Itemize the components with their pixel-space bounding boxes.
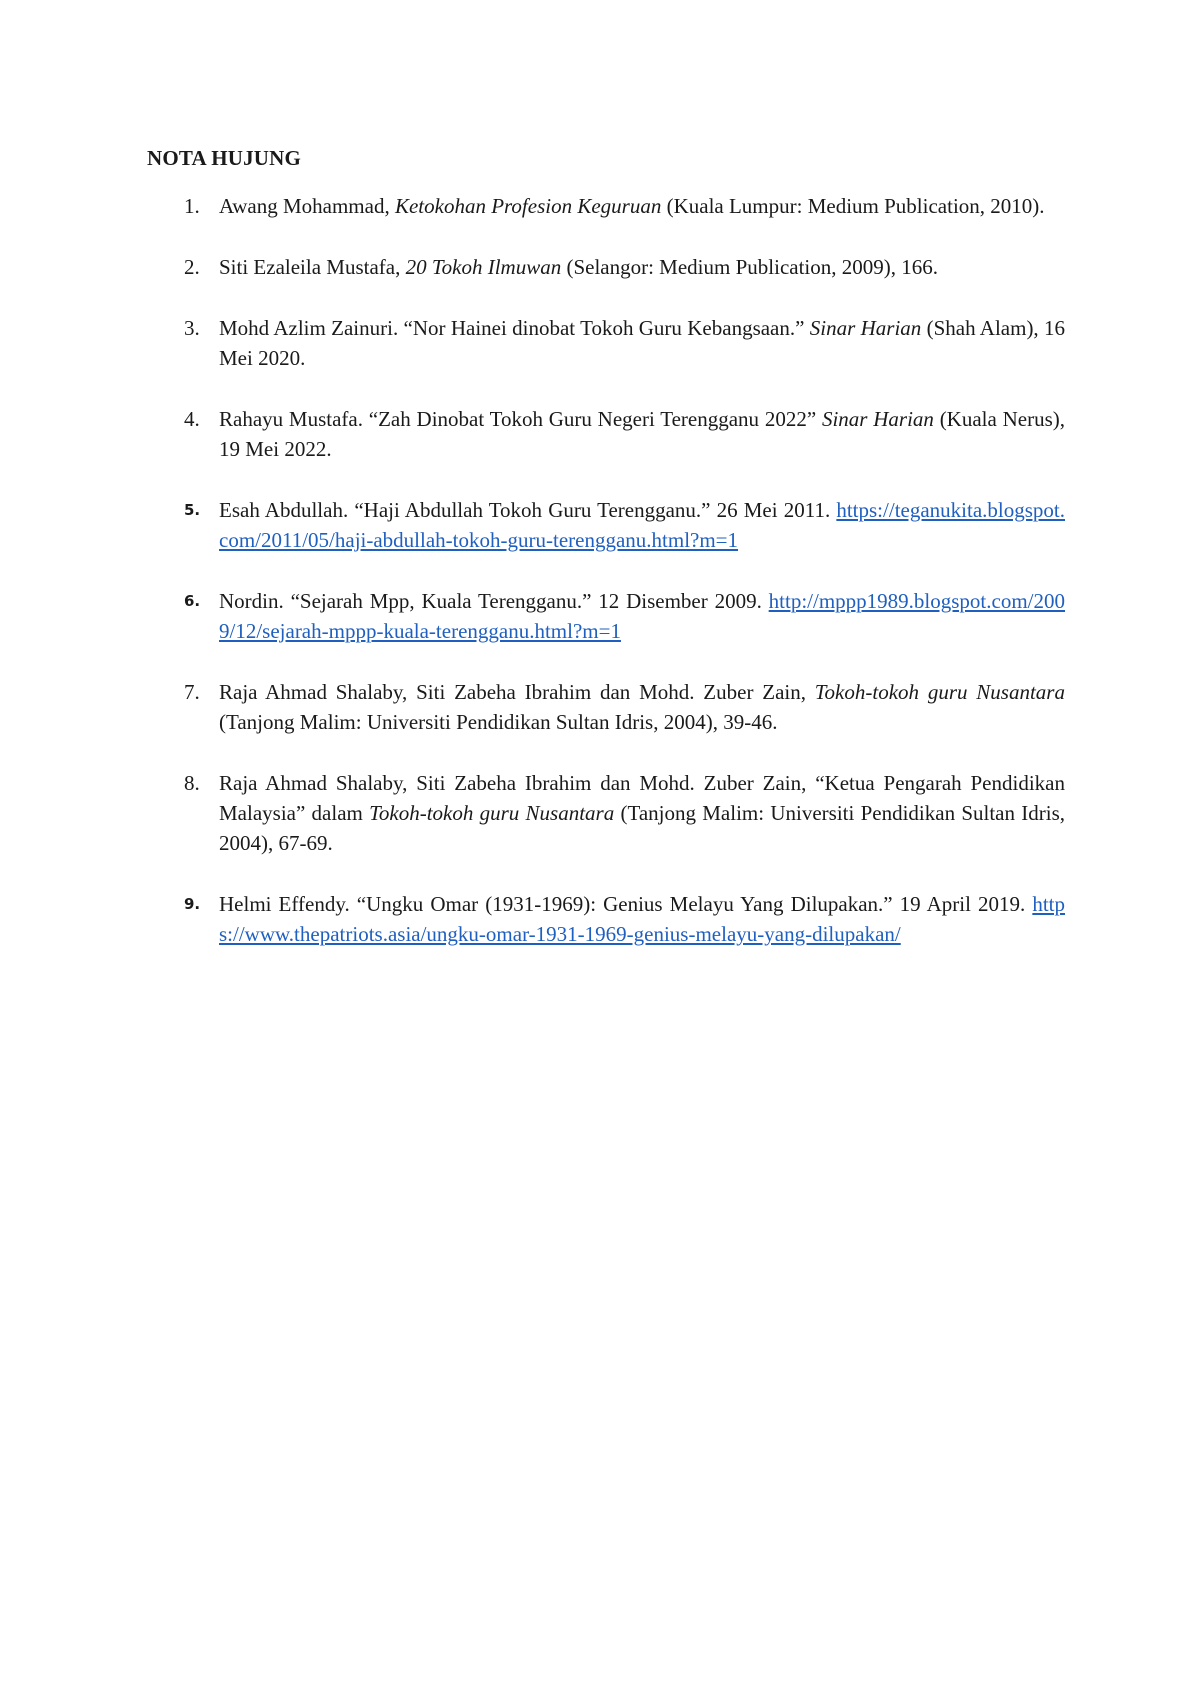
endnote-title: Tokoh-tokoh guru Nusantara xyxy=(814,680,1065,704)
endnote-text: Raja Ahmad Shalaby, Siti Zabeha Ibrahim dan Mohd. Zuber Zain, xyxy=(219,680,815,704)
endnote-number: 1. xyxy=(184,194,200,218)
endnote-text: Raja Ahmad Shalaby, Siti Zabeha Ibrahim dan Mohd. Zuber Zain, “Ketua Pengarah Pendidikan Malaysia” dalam xyxy=(219,771,1065,825)
endnote-text: Esah Abdullah. “Haji Abdullah Tokoh Guru Terengganu.” 26 Mei 2011. xyxy=(219,498,837,522)
endnote-text: (Shah Alam), 16 Mei 2020. xyxy=(219,316,1066,370)
endnote-4 xyxy=(147,404,1065,464)
endnote-title: Sinar Harian xyxy=(821,407,934,431)
endnote-text: (Tanjong Malim: Universiti Pendidikan Sultan Idris, 2004), 39-46. xyxy=(219,710,778,734)
endnote-text: (Tanjong Malim: Universiti Pendidikan Sultan Idris, 2004), 67-69. xyxy=(219,801,1065,855)
endnote-number: 6. xyxy=(184,592,201,610)
endnote-6 xyxy=(147,586,1065,646)
endnote-title: 20 Tokoh Ilmuwan xyxy=(405,255,562,279)
endnote-3 xyxy=(147,313,1065,373)
endnote-text: Helmi Effendy. “Ungku Omar (1931-1969): Genius Melayu Yang Dilupakan.” 19 April 2019. xyxy=(219,892,1033,916)
endnote-number: 2. xyxy=(184,255,200,279)
endnote-number: 3. xyxy=(184,316,200,340)
endnote-text: Siti Ezaleila Mustafa, xyxy=(219,255,406,279)
page-title: NOTA HUJUNG xyxy=(147,146,302,170)
endnote-number: 9. xyxy=(184,895,201,913)
endnote-text: (Selangor: Medium Publication, 2009), 166. xyxy=(561,255,938,279)
endnote-text: Nordin. “Sejarah Mpp, Kuala Terengganu.” 12 Disember 2009. xyxy=(219,589,769,613)
endnote-5 xyxy=(147,495,1065,555)
endnote-7 xyxy=(147,677,1065,737)
endnote-number: 5. xyxy=(184,501,201,519)
endnote-text: (Kuala Lumpur: Medium Publication, 2010). xyxy=(661,194,1045,218)
endnote-number: 4. xyxy=(184,407,200,431)
endnote-2 xyxy=(147,252,1065,282)
endnote-text: Mohd Azlim Zainuri. “Nor Hainei dinobat Tokoh Guru Kebangsaan.” xyxy=(219,316,810,340)
endnote-title: Tokoh-tokoh guru Nusantara xyxy=(369,801,615,825)
endnote-title: Sinar Harian xyxy=(809,316,922,340)
endnote-text: Rahayu Mustafa. “Zah Dinobat Tokoh Guru Negeri Terengganu 2022” xyxy=(219,407,822,431)
endnote-9 xyxy=(147,889,1065,949)
endnote-text: (Kuala Nerus), 19 Mei 2022. xyxy=(219,407,1066,461)
endnote-list xyxy=(147,191,1065,980)
endnote-number: 8. xyxy=(184,771,200,795)
endnote-8 xyxy=(147,768,1065,858)
endnote-1 xyxy=(147,191,1065,221)
endnote-title: Ketokohan Profesion Keguruan xyxy=(394,194,662,218)
endnote-link[interactable]: http://mppp1989.blogspot.com/2009/12/sejarah-mppp-kuala-terengganu.html?m=1 xyxy=(219,589,1065,643)
endnote-link[interactable]: https://www.thepatriots.asia/ungku-omar-1931-1969-genius-melayu-yang-dilupakan/ xyxy=(219,892,1065,946)
endnote-number: 7. xyxy=(184,680,200,704)
endnote-link[interactable]: https://teganukita.blogspot.com/2011/05/haji-abdullah-tokoh-guru-terengganu.html?m=1 xyxy=(219,498,1065,552)
endnote-text: Awang Mohammad, xyxy=(219,194,395,218)
